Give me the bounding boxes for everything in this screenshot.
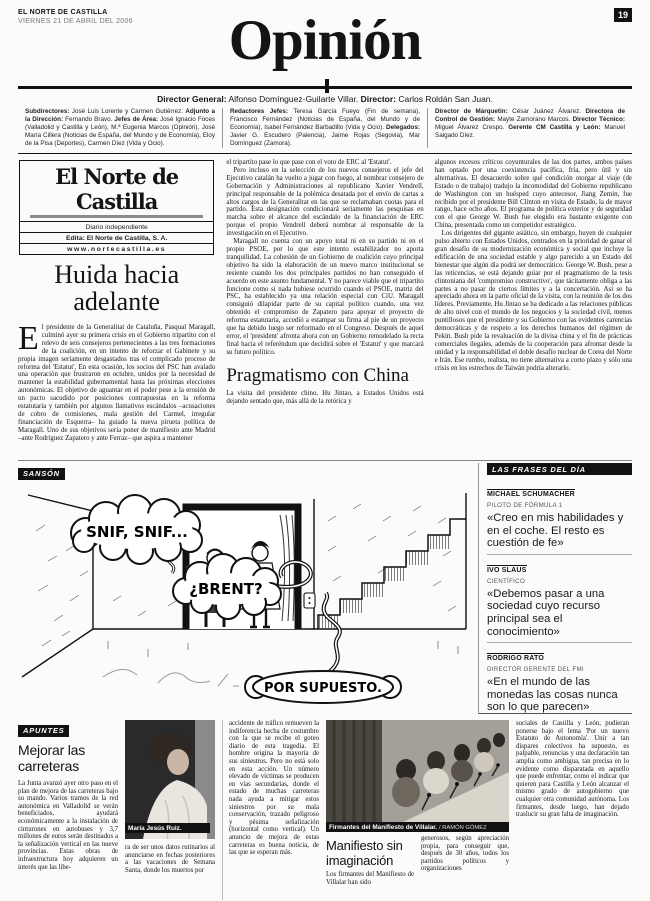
editorial-title: Huida hacia adelante xyxy=(54,260,180,316)
photo-caption: Firmantes del Manifiesto de Villalar. / RAMÓN GÓMEZ xyxy=(326,822,509,832)
masthead-directors xyxy=(18,94,632,104)
quote-item xyxy=(487,554,632,638)
section-title: Opinión xyxy=(228,9,422,72)
editorial-dropcap: E xyxy=(18,320,39,357)
newspaper-logo-box xyxy=(19,160,214,255)
photo-credit: / RAMÓN GÓMEZ xyxy=(439,824,487,831)
editorial-col1 xyxy=(18,159,215,460)
editorial-col2: el tripartito pase lo que pase con el voto de ERC al 'Estatut'. Pero incluso en la selección de los nuevos consejeros el jefe del Ejecutivo catalán ha vuelto a jugar con fuego, al nombrar consejero de Gobernación y Administraciones al republicano Xavier Vendrell, principal responsable de la polémica desatada por el envío de cartas a altos cargos de la Generalitat en las que se reclamaban cuotas para el partido. Esta designación condicionará seriamente las pesquisas en marcha sobre el alcance del escándalo de la financiación de ERC porque el propio Vendrell deberá nombrar al responsable de la investigación en el Ejecutivo. Maragall no cuenta con un apoyo total ni en su partido ni en el propio PSOE, por lo que este intento estabilizador no aporta tranquilidad. La cohesión de un Gobierno de coalición cuyo principal objetivo ha sido la elaboración de un nuevo marco institucional se resiente cuando los dos principales partidos no han conseguido el acuerdo en este asunto fundamental. Y no parece viable que el tripartito funcione como si nada hubiese ocurrido cuando el PSOE, matriz del PSC, ha establecido ya una relación especial con CiU. Maragall consiguió dilapidar parte de su capital político cuando, una vez obtenido el compromiso de Zapatero para apoyar el proyecto de reforma estatutaria, accedió a estampar su firma al pie de un proyecto que ha debido luego ser reformado en el Congreso. Después de aquel error, el 'president' afronta ahora con un Gobierno remodelado la recta final hacia el referéndum que decidirá sobre el 'Estatut' y que marcará su futuro político. Pragmatismo con China La visita del presidente chino, Hu Jintao, a Estados Unidos está dejando sentado que, más allá de la retórica y xyxy=(226,159,424,405)
photo-maria-jesus-ruiz-image xyxy=(125,720,215,839)
svg-text:SNIF, SNIF...: SNIF, SNIF... xyxy=(86,523,188,541)
quote-author-role: PILOTO DE FÓRMULA 1 xyxy=(487,502,563,509)
editorial-col3: algunos excesos críticos coyunturales de las dos partes, ambos países han optado por una coexistencia pacífica, fría, pero útil y sin alternativas. El desacuerdo sobre qué condición otorgar al viaje (de Estado o de trabajo) tradujo la incomodidad del Gobierno republicano de Washington con un huésped cuyo antecesor, Jiang Zemin, fue recibido por el presidente Bill Clinton en visita de Estado, la de mayor rango, hace ocho años. El programa de política exterior y de seguridad con el que George W. Bush fue elegido era bastante exigente con China, presentada como un competidor estratégico. Los dirigentes del gigante asiático, sin embargo, huyen de cualquier pulso abierto con Estados Unidos, centrados en la prioridad de ganar el gran desafío de su modernización económica y social que incluye la edificación de una sociedad estable y algo parecido a un Estado del bienestar que algún día podrá ser democrático. George W. Bush, pese a las reticencias, se está dejando guiar por el pragmatismo de la tesis clintoniana del 'compromiso constructivo', que tácitamente obliga a las partes a no pasar de ciertos límites y a la concertación. Así se ha apreciado ahora en la parte oficial de la visita, con la reunión de los dos líderes. Previamente, Hu Jintao se ha dedicado a las relaciones públicas de alto nivel con el mundo de los negocios y la sociedad civil, menos puntillosos que el presidente y su Gobierno con las evidentes carencias democráticas y de respeto a los derechos humanos del régimen de Pekín. Bush pide la revaluación de la divisa china y el fin de prácticas comerciales ilegales, además de la cooperación para afrontar desde la unidad y la responsabilidad el doble desafío nuclear de Corea del Norte e Irán. Ese rumbo, realista, no tiene alternativa a corto plazo y sólo una crisis en los estrechos de Taiwán podría alterarlo. xyxy=(434,159,632,372)
newspaper-logo: El Norte de Castilla xyxy=(55,164,179,214)
logo-edita: Edita: El Norte de Castilla, S. A. xyxy=(20,232,213,243)
manifiesto-col3: sociales de Castilla y León, pudieran ponerse bajo el lema 'Por un nuevo Estatuto de Autonomía'. Unir a tan dispares colectivos ha supuesto, es palpable, renuncias y una declaración tan amplia como ambigua, tan precisa en lo evidente como disparatada en aquello que puede enfrentar, como el indicar que quieren para Castilla y León alcanzar el mismo grado de autogobierno que cualquier otra comunidad autónoma. Los firmantes, desde luego, han dejado traslucir su gran falta de imaginación. xyxy=(516,720,629,819)
manifiesto-block xyxy=(326,720,509,900)
middle-section xyxy=(18,460,632,714)
masthead-staff-col3: Director de Márquetin: César Juánez Álvarez. Directora de Control de Gestión: Mayte Zamorano Marcos. Director Técnico: Miguel Álvarez Crespo. Gerente CM Castilla y León: Manuel Salgado Díez. xyxy=(427,108,632,148)
quote-author-role: DIRECTOR GERENTE DEL FMI xyxy=(487,666,584,674)
masthead xyxy=(18,89,632,154)
photo-maria-jesus-ruiz xyxy=(125,720,215,839)
quote-text: «Debemos pasar a una sociedad cuyo recurso principal sea el conocimiento» xyxy=(487,587,605,638)
manifiesto-title: Manifiesto sin imaginación xyxy=(326,838,403,868)
publication-date: VIERNES 21 DE ABRIL DEL 2006 xyxy=(18,17,133,25)
svg-text:¿BRENT?: ¿BRENT? xyxy=(189,580,263,598)
section-rule xyxy=(18,86,632,89)
cartoon-outlet xyxy=(304,593,315,608)
logo-tagline: Diario independiente xyxy=(20,221,213,232)
cartoon-staircase xyxy=(318,519,466,629)
cartoon-block xyxy=(18,463,470,714)
svg-text:POR SUPUESTO.: POR SUPUESTO. xyxy=(264,681,382,696)
quote-author: RODRIGO RATO xyxy=(487,655,544,663)
apuntes-col3: accidente de tráfico remueven la indiferencia hecha de costumbre con la que se recibe el goteo diario de esta tragedia. El hombre origina la mayoría de sus siniestros. Pero no está solo en esta acción. Un número elevado de víctimas se producen en vías secundarias, donde el estado de muchas carreteras nada ayuda a mitigar estos siniestros por su mala conservación, trazado peligroso y pésima señalización (horizontal como vertical). Un anuncio de mejora de estas carreteras es buena noticia, de las que se esperan más. xyxy=(222,720,319,900)
editorial2-title: Pragmatismo con China xyxy=(226,364,409,386)
photo-firmantes-villalar-image xyxy=(326,720,509,832)
editorial-section xyxy=(18,154,632,460)
director-general-value: Alfonso Domínguez-Guilarte Villar. xyxy=(228,94,361,104)
photo-firmantes-villalar xyxy=(326,720,509,832)
cartoon-author-label: SANSÓN xyxy=(18,468,65,480)
cartoon-signature xyxy=(103,669,239,686)
masthead-staff xyxy=(18,108,632,148)
director-label: Director: xyxy=(360,94,397,104)
manifiesto-col1: Manifiesto sin imaginación Los firmantes del Manifiesto de Villalar han sido xyxy=(326,838,414,886)
editorial-cartoon xyxy=(18,481,470,719)
quote-item xyxy=(487,642,632,714)
quote-item xyxy=(487,479,632,550)
editorial-body-col1: El presidente de la Generalitat de Cataluña, Pasqual Maragall, culminó ayer su primera crisis en el Gobierno tripartito con el relevo de seis consejeros pertenecientes a las tres formaciones de la coalición, en un intento de reforzar el Gabinete y su propia imagen seriamente desgastados tras el complicado proceso de reforma del 'Estatut'. En esta ocasión, los socios del PSC han avalado una operación que frustraron en octubre, unidos por la necesidad de mantener la estabilidad gubernamental hasta las próximas elecciones autonómicas. El objetivo de aguantar en el poder pese a la erosión de un pacto sacudido por posiciones contrapuestas en la reforma estatutaria y también por algunos llamativos escándalos –acusaciones de cobro de comisiones, mala gestión del Carmel, irregular financiación de Esquerra– ha guiado la nueva pirueta política de Maragall. Uno de sus objetivos sería poner de manifiesto ante Madrid –ante Rodríguez Zapatero y ante Ferraz– que aspira a mantener xyxy=(18,320,216,442)
quote-text: «En el mundo de las monedas las cosas nunca son lo que parecen» xyxy=(487,676,618,714)
section-rule-tick xyxy=(325,79,329,93)
manifiesto-col2: generosos, según apreciación propia, para conseguir que, después de 30 años, todos los partidos políticos y organizaciones xyxy=(421,835,509,873)
apuntes-col1: APUNTES Mejorar las carreteras La Junta avanzó ayer otro paso en el plan de mejora de las carreteras bajo su mando. Varios tramos de la red autonómica en Valladolid se verán beneficiados, ayudará económicamente a la instalación de cinturones en autobuses y 3,7 millones de euros serán destinados a la señalización vertical en las nueve provincias. Estas obras de infraestructura hoy adquieren un interés que las libe- xyxy=(18,726,118,871)
publication-name: EL NORTE DE CASTILLA xyxy=(18,9,108,16)
apuntes-label: APUNTES xyxy=(18,725,69,737)
cartoon-bubble-snif xyxy=(71,495,202,564)
quote-text: «Creo en mis habilidades y en el coche. El resto es cuestión de fe» xyxy=(487,512,624,550)
director-value: Carlos Roldán San Juan. xyxy=(398,94,493,104)
quote-author-role: CIENTÍFICO xyxy=(487,577,526,585)
publication-block xyxy=(18,9,133,27)
quote-author: MICHAEL SCHUMACHER xyxy=(487,491,575,498)
apuntes-title: Mejorar las carreteras xyxy=(18,742,86,774)
page-number-badge: 19 xyxy=(614,8,632,22)
quote-author: IVO SLAUS xyxy=(487,566,527,574)
apuntes-col2: María Jesús Ruiz. ra de ser unos datos rutinarios al anunciarse en fechas posteriores a las vacaciones de Semana Santa, donde los muertos por xyxy=(125,720,215,900)
masthead-staff-col2: Redactores Jefes: Teresa García Fueyo (Fin de semana), Francisco Fernández (Noticias de España, del Mundo y de Economía), Isabel Fernández Barbadillo (Vida y Ocio). Delegados: Javier G. Escudero (Palencia), Jaime Rojas (Segovia), Mar Domínguez (Zamora). xyxy=(222,108,427,148)
logo-website-link[interactable]: www.nortecastilla.es xyxy=(20,243,213,254)
photo-caption: María Jesús Ruiz. xyxy=(125,823,210,833)
logo-underline xyxy=(30,215,203,218)
page-header xyxy=(18,6,632,84)
cartoon-bubble-por-supuesto xyxy=(245,671,401,703)
quotes-of-the-day xyxy=(478,463,632,714)
apuntes-section xyxy=(18,714,632,900)
masthead-staff-col1: Subdirectores: José Luis Lorente y Carmen Gutiérrez. Adjunto a la Dirección: Fernando Bravo. Jefes de Área: José Ignacio Foces (Valladolid y Castilla y León), M.ª Eugenia Marcos (Opinión), José María Cillera (Noticias de España, del Mundo y de Economía), Eloy de la Pisa (Deportes), Carmen Díez (Vida y Ocio). xyxy=(25,108,215,147)
director-general-label: Director General: xyxy=(157,94,227,104)
quotes-label: LAS FRASES DEL DÍA xyxy=(487,463,632,475)
